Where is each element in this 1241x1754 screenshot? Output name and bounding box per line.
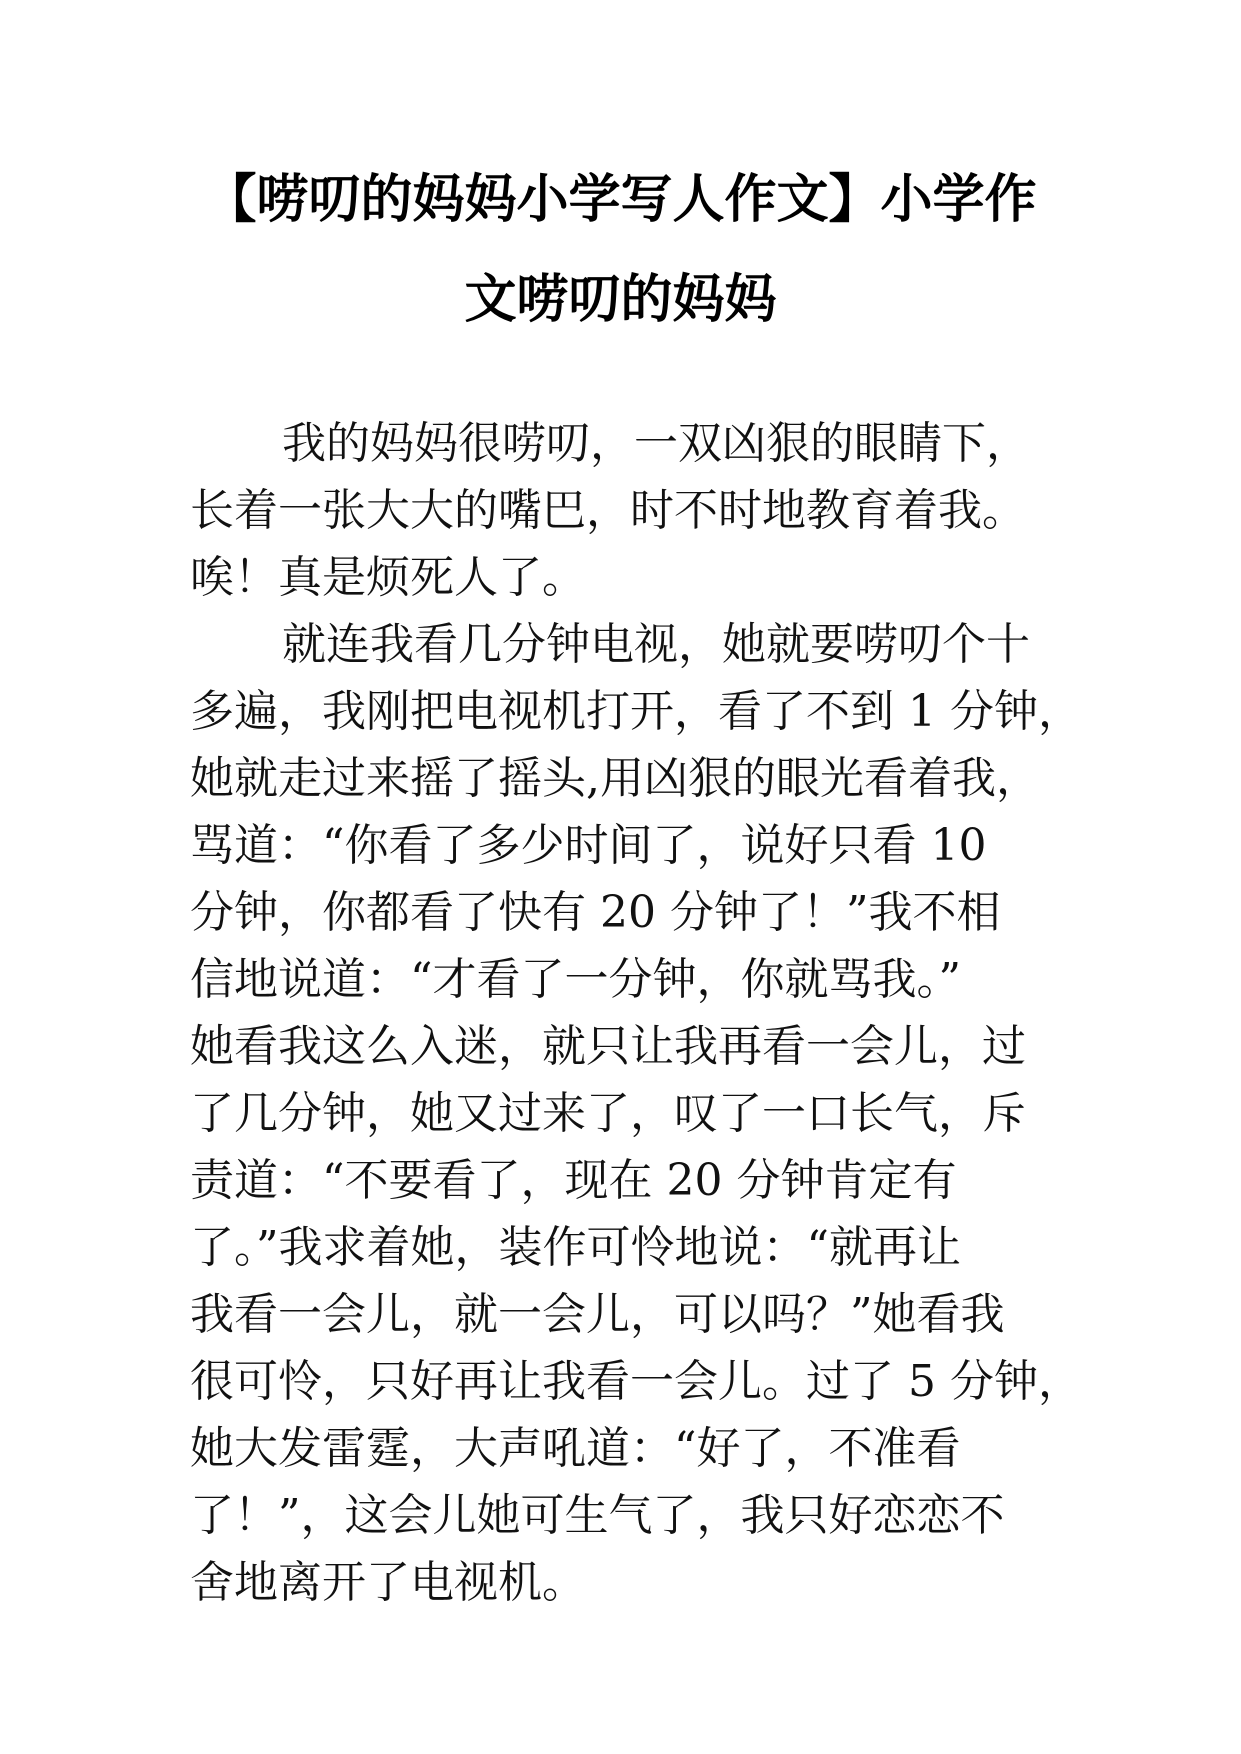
essay-body: [190, 410, 1090, 1616]
paragraph-1-line-2: 长着一张大大的嘴巴，时不时地教育着我。: [190, 485, 1026, 536]
paragraph-2-line-1: 就连我看几分钟电视，她就要唠叨个十: [282, 619, 1030, 670]
paragraph-2-line-2: 多遍，我刚把电视机打开，看了不到 1 分钟，: [190, 686, 1082, 737]
paragraph-2-line-6: 信地说道：“才看了一分钟，你就骂我。”: [190, 954, 961, 1005]
paragraph-2-line-8: 了几分钟，她又过来了，叹了一口长气，斥: [190, 1088, 1026, 1139]
paragraph-2-line-4: 骂道：“你看了多少时间了，说好只看 10: [190, 820, 987, 871]
paragraph-1-line-1: 我的妈妈很唠叨，一双凶狠的眼睛下，: [282, 418, 1030, 469]
paragraph-2-line-11: 我看一会儿，就一会儿，可以吗？”她看我: [190, 1289, 1005, 1340]
document-title-line-2: 文唠叨的妈妈: [464, 269, 777, 330]
paragraph-2-line-10: 了。”我求着她，装作可怜地说：“就再让: [190, 1222, 961, 1273]
document-title-line-1: 【唠叨的妈妈小学写人作文】小学作: [204, 169, 1037, 230]
paragraph-2-line-13: 她大发雷霆，大声吼道：“好了，不准看: [190, 1423, 961, 1474]
paragraph-2-line-7: 她看我这么入迷，就只让我再看一会儿，过: [190, 1021, 1026, 1072]
paragraph-2-line-9: 责道：“不要看了，现在 20 分钟肯定有: [190, 1155, 957, 1206]
paragraph-2-line-15: 舍地离开了电视机。: [190, 1557, 586, 1608]
paragraph-2-line-14: 了！”，这会儿她可生气了，我只好恋恋不: [190, 1490, 1005, 1541]
paragraph-1-line-3: 唉！真是烦死人了。: [190, 552, 586, 603]
paragraph-2-line-3: 她就走过来摇了摇头,用凶狠的眼光看着我，: [190, 753, 1040, 804]
paragraph-2-line-5: 分钟，你都看了快有 20 分钟了！”我不相: [190, 887, 1001, 938]
paragraph-2-line-12: 很可怜，只好再让我看一会儿。过了 5 分钟，: [190, 1356, 1082, 1407]
